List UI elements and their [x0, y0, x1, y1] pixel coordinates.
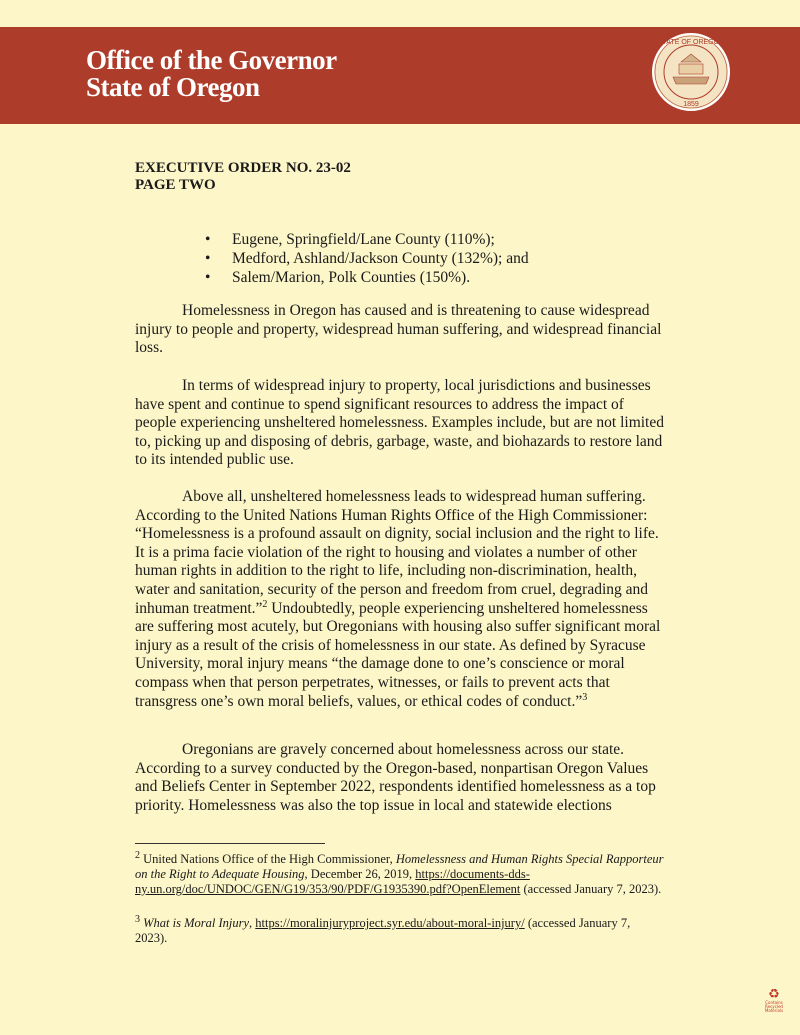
page-label: PAGE TWO — [135, 177, 216, 193]
office-title-line2: State of Oregon — [86, 72, 260, 102]
footnote-2 — [135, 849, 665, 897]
recycle-line1: Contains — [765, 1000, 783, 1005]
list-item — [205, 268, 685, 287]
footnote-source: United Nations Office of the High Commissioner, — [143, 852, 396, 866]
footnote-ref-2: 2 — [262, 598, 268, 610]
office-title-line1: Office of the Governor — [86, 45, 337, 75]
footnote-ref-3: 3 — [582, 691, 588, 703]
footnote-3 — [135, 913, 665, 946]
list-item-text: Salem/Marion, Polk Counties (150%). — [232, 269, 471, 286]
header-banner — [0, 27, 800, 124]
recycle-line3: Materials — [764, 1008, 784, 1013]
office-title — [86, 47, 337, 101]
footnote-number: 2 — [135, 849, 140, 861]
footnote-link[interactable]: https://documents-dds-ny.un.org/doc/UNDOC/GEN/G19/353/90/PDF/G1935390.pdf?OpenElement — [135, 867, 530, 896]
list-item-text: Eugene, Springfield/Lane County (110%); — [232, 231, 495, 248]
footnote-title: Homelessness and Human Rights Special Rapporteur on the Right to Adequate Housing — [135, 852, 664, 881]
recycle-line2: Recycled — [765, 1004, 783, 1009]
bullet-icon: • — [205, 250, 211, 267]
list-item-text: Medford, Ashland/Jackson County (132%); and — [232, 250, 529, 267]
seal-text-top: STATE OF OREGON — [657, 39, 725, 46]
footnote-date: , December 26, 2019, — [304, 867, 416, 881]
footnote-accessed: (accessed January 7, 2023). — [520, 882, 662, 896]
county-bullet-list — [205, 230, 685, 287]
list-item — [205, 230, 685, 249]
footnote-accessed: (accessed January 7, 2023). — [135, 916, 631, 945]
list-item — [205, 249, 685, 268]
paragraph-concern: Oregonians are gravely concerned about homelessness across our state. According to a survey conducted by the Oregon-based, nonpartisan Oregon Values and Beliefs Center in September 2022, respondents identified homelessness as a top priority. Homelessness was also the top issue in local and statewide elections — [135, 741, 656, 814]
footnote-title: What is Moral Injury — [143, 916, 250, 930]
footnote-number: 3 — [135, 913, 140, 925]
footnote-divider — [135, 843, 325, 844]
recycle-icon: ♻ — [768, 987, 780, 1002]
paragraph-injury: Homelessness in Oregon has caused and is threatening to cause widespread injury to people and property, widespread human suffering, and widespread financial loss. — [135, 302, 662, 357]
recycled-materials-badge — [763, 988, 785, 1018]
footnote-separator: , — [249, 916, 256, 930]
paragraph-property: In terms of widespread injury to property, local jurisdictions and businesses have spent and continue to spend significant resources to address the impact of people experiencing unsheltered homelessness. Examples include, but are not limited to, picking up and disposing of debris, garbage, waste, and biohazards to restore land to its intended public use. — [135, 377, 664, 469]
paragraph-suffering-part2: Undoubtedly, people experiencing unsheltered homelessness are suffering most acutely, but Oregonians with housing also suffer significant moral injury as a result of the crisis of homelessness in our state. As defined by Syracuse University, moral injury means “the damage done to one’s conscience or moral compass when that person perpetrates, witnesses, or fails to prevent acts that transgress one’s own moral beliefs, values, or ethical codes of conduct.” — [135, 599, 661, 710]
seal-year: 1859 — [683, 101, 699, 108]
paragraph-suffering — [135, 488, 665, 711]
bullet-icon: • — [205, 231, 211, 248]
paragraph-suffering-part1: Above all, unsheltered homelessness leads to widespread human suffering. According to the United Nations Human Rights Office of the High Commissioner: “Homelessness is a profound assault on dignity, social inclusion and the right to life. It is a prima facie violation of the right to housing and violates a number of other human rights in addition to the right to life, including non-discrimination, health, water and sanitation, security of the person and freedom from cruel, degrading and inhuman treatment.” — [135, 488, 659, 617]
bullet-icon: • — [205, 269, 211, 286]
oregon-state-seal — [651, 32, 731, 112]
order-number: EXECUTIVE ORDER NO. 23-02 — [135, 160, 351, 176]
footnote-link[interactable]: https://moralinjuryproject.syr.edu/about-moral-injury/ — [255, 916, 525, 930]
order-heading — [135, 160, 351, 194]
